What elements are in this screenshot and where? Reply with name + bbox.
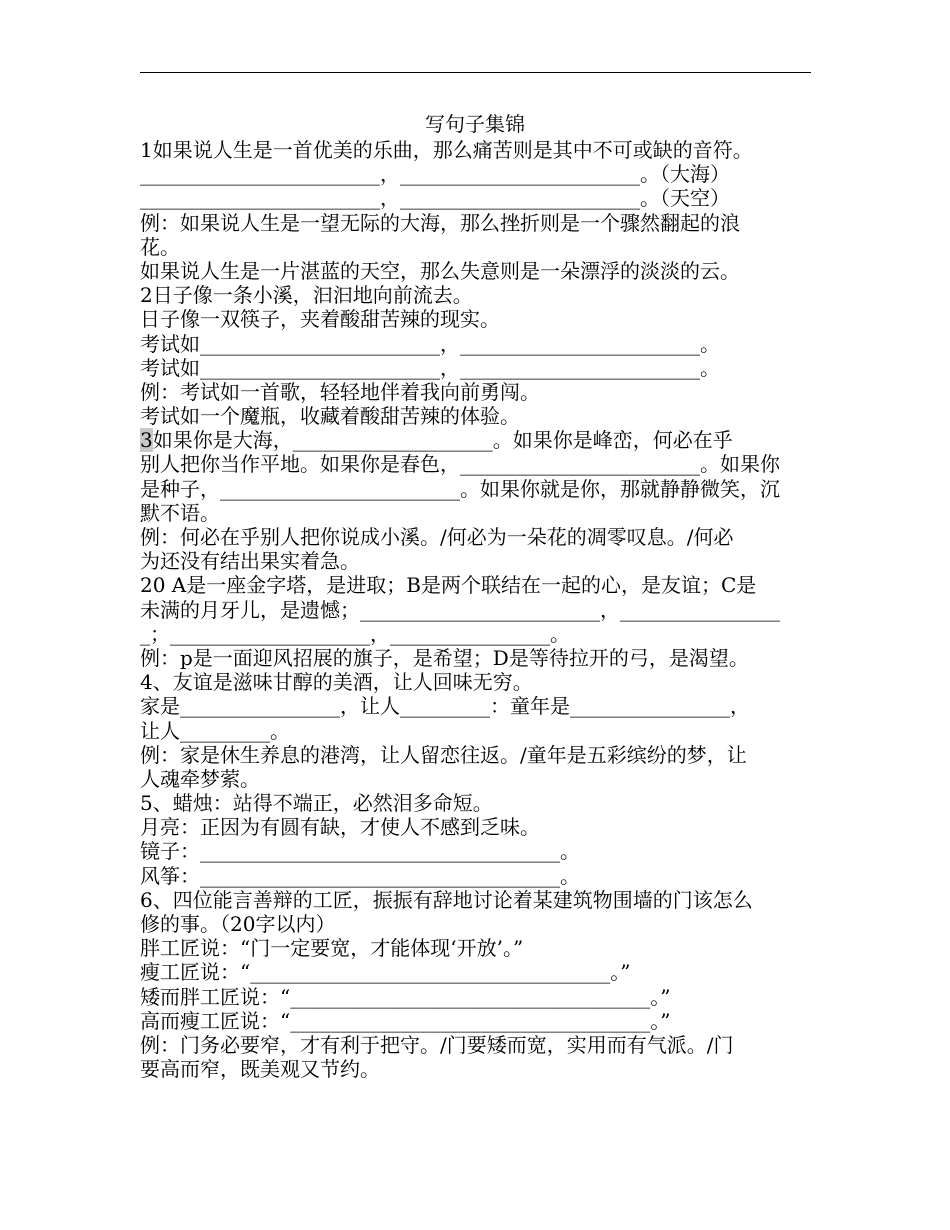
line-text: 1如果说人生是一首优美的乐曲，那么痛苦则是其中不可或缺的音符。 <box>140 138 753 162</box>
line-text: ________________________，________________________。（大海） <box>140 162 730 187</box>
line-text: 例：何必在乎别人把你说成小溪。/何必为一朵花的凋零叹息。/何必 <box>140 525 734 549</box>
line-text: 例：如果说人生是一望无际的大海，那么挫折则是一个骤然翻起的浪 <box>140 210 740 235</box>
line-text: 例：考试如一首歌，轻轻地伴着我向前勇闯。 <box>140 379 540 404</box>
line-text: 为还没有结出果实着急。 <box>140 549 360 574</box>
highlighted-number: 3 <box>140 428 153 453</box>
line-text: 是种子，________________________。如果你就是你，那就静静微笑，沉 <box>140 476 780 501</box>
text-line <box>140 259 820 283</box>
text-line <box>140 356 820 380</box>
line-text: 风筝：____________________________________。 <box>140 863 580 888</box>
line-text: 矮而胖工匠说：“____________________________________。” <box>140 984 671 1009</box>
text-line <box>140 235 820 259</box>
text-line <box>140 138 820 162</box>
text-line <box>140 839 820 863</box>
text-line <box>140 791 820 815</box>
text-line <box>140 912 820 936</box>
text-line <box>140 888 820 912</box>
text-line <box>140 452 820 476</box>
text-line <box>140 815 820 839</box>
line-text: 例：家是休生养息的港湾，让人留恋往返。/童年是五彩缤纷的梦，让 <box>140 742 747 767</box>
line-text: 要高而窄，既美观又节约。 <box>140 1057 380 1082</box>
text-line <box>140 767 820 791</box>
text-line <box>140 622 820 646</box>
text-line <box>140 307 820 331</box>
text-line <box>140 1009 820 1033</box>
text-line <box>140 960 820 984</box>
header-rule <box>140 72 811 73</box>
line-text: ________________________，________________________。（天空） <box>140 186 730 211</box>
line-text: _；____________________，________________。 <box>140 621 570 646</box>
text-line <box>140 1057 820 1081</box>
text-line <box>140 283 820 307</box>
line-text: 未满的月牙儿，是遗憾；________________________，________________ <box>140 597 780 622</box>
line-text: 花。 <box>140 234 180 259</box>
text-line <box>140 477 820 501</box>
text-line <box>140 549 820 573</box>
line-text: 2日子像一条小溪，汩汩地向前流去。 <box>140 283 473 308</box>
line-text: 例：p是一面迎风招展的旗子，是希望；D是等待拉开的弓，是渴望。 <box>140 645 749 670</box>
line-text: 镜子：____________________________________。 <box>140 839 580 864</box>
text-line <box>140 985 820 1009</box>
text-line <box>140 525 820 549</box>
text-line <box>140 186 820 210</box>
text-line <box>140 162 820 186</box>
line-text: 让人_________。 <box>140 718 290 743</box>
line-text: 默不语。 <box>140 500 220 525</box>
line-text: 瘦工匠说：“____________________________________。” <box>140 960 631 985</box>
line-text: 20 A是一座金字塔，是进取；B是两个联结在一起的心，是友谊；C是 <box>140 573 757 598</box>
text-line <box>140 380 820 404</box>
text-line <box>140 573 820 597</box>
line-text: 家是________________，让人_________：童年是________________， <box>140 694 750 719</box>
text-line <box>140 428 820 452</box>
line-text: 5、蜡烛：站得不端正，必然泪多命短。 <box>140 791 493 816</box>
text-line <box>140 211 820 235</box>
line-text: 日子像一双筷子，夹着酸甜苦辣的现实。 <box>140 307 500 332</box>
text-line <box>140 501 820 525</box>
text-line <box>140 670 820 694</box>
text-line <box>140 404 820 428</box>
text-line <box>140 332 820 356</box>
line-text: 考试如________________________，________________________。 <box>140 331 720 356</box>
text-line <box>140 719 820 743</box>
text-line <box>140 1033 820 1057</box>
page-title: 写句子集锦 <box>425 112 525 136</box>
line-text: 考试如一个魔瓶，收藏着酸甜苦辣的体验。 <box>140 404 520 429</box>
line-text: 如果你是大海，____________________。如果你是峰峦，何必在乎 <box>152 428 733 453</box>
text-line <box>140 864 820 888</box>
line-text: 修的事。（20字以内） <box>140 912 336 936</box>
line-text: 胖工匠说：“门一定要宽，才能体现‘开放’。” <box>140 936 524 961</box>
line-text: 考试如________________________，________________________。 <box>140 355 720 380</box>
line-text: 例：门务必要窄，才有利于把守。/门要矮而宽，实用而有气派。/门 <box>140 1032 734 1057</box>
text-line <box>140 936 820 960</box>
document-body <box>140 138 820 1081</box>
line-text: 月亮：正因为有圆有缺，才使人不感到乏味。 <box>140 815 540 840</box>
line-text: 4、友谊是滋味甘醇的美酒，让人回味无穷。 <box>140 670 533 695</box>
line-text: 别人把你当作平地。如果你是春色，________________________。如果你 <box>140 452 780 477</box>
line-text: 如果说人生是一片湛蓝的天空，那么失意则是一朵漂浮的淡淡的云。 <box>140 258 740 283</box>
text-line <box>140 598 820 622</box>
line-text: 6、四位能言善辩的工匠，振振有辞地讨论着某建筑物围墙的门该怎么 <box>140 887 753 912</box>
text-line <box>140 646 820 670</box>
text-line <box>140 743 820 767</box>
text-line <box>140 694 820 718</box>
line-text: 人魂牵梦萦。 <box>140 766 260 791</box>
line-text: 高而瘦工匠说：“____________________________________。” <box>140 1008 671 1033</box>
